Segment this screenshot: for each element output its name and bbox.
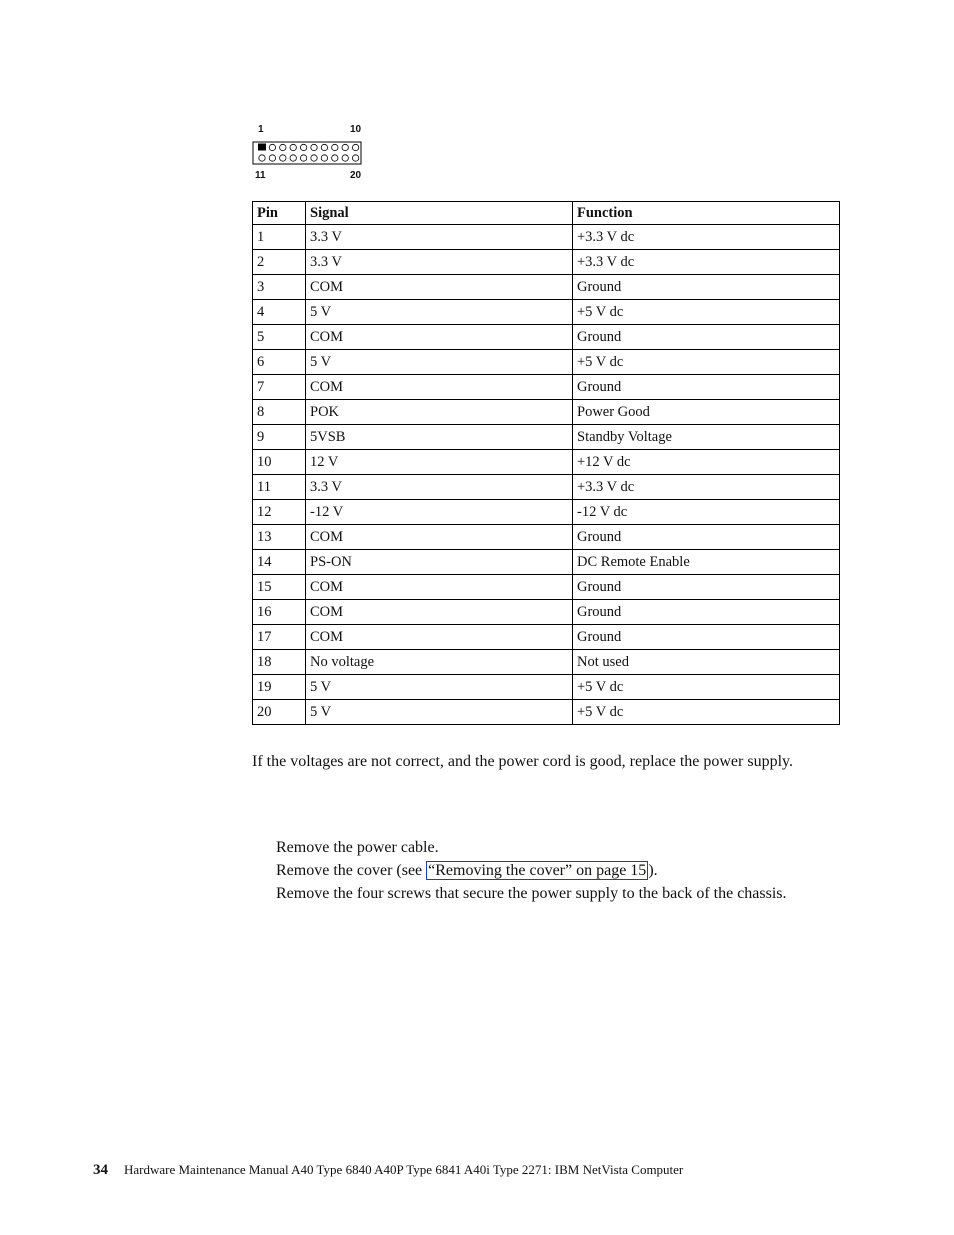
pin-hole (300, 155, 306, 161)
cell-function: +5 V dc (573, 675, 840, 700)
cell-signal: 5 V (306, 675, 573, 700)
cell-function: Ground (573, 375, 840, 400)
voltage-instruction: If the voltages are not correct, and the power cord is good, replace the power supply. (252, 753, 793, 770)
cell-pin: 8 (253, 400, 306, 425)
pin-hole (311, 144, 317, 150)
cell-pin: 11 (253, 475, 306, 500)
cross-reference-link[interactable]: “Removing the cover” on page 15 (428, 862, 647, 879)
table-row (253, 650, 840, 675)
cell-pin: 14 (253, 550, 306, 575)
cell-function: Not used (573, 650, 840, 675)
table-row (253, 475, 840, 500)
cell-function: DC Remote Enable (573, 550, 840, 575)
cell-signal: 12 V (306, 450, 573, 475)
step-3: Remove the four screws that secure the power supply to the back of the chassis. (276, 885, 787, 902)
pin-hole (342, 144, 348, 150)
cell-function: +3.3 V dc (573, 475, 840, 500)
pin-hole (290, 155, 296, 161)
pin-hole (332, 155, 338, 161)
cell-function: +5 V dc (573, 350, 840, 375)
pin-hole (352, 155, 358, 161)
cell-signal: 3.3 V (306, 475, 573, 500)
table-row (253, 500, 840, 525)
cell-pin: 19 (253, 675, 306, 700)
cell-pin: 20 (253, 700, 306, 725)
cell-pin: 10 (253, 450, 306, 475)
cell-pin: 9 (253, 425, 306, 450)
table-row (253, 350, 840, 375)
cell-signal: COM (306, 575, 573, 600)
table-row (253, 625, 840, 650)
cell-pin: 16 (253, 600, 306, 625)
cell-pin: 5 (253, 325, 306, 350)
cell-function: Ground (573, 600, 840, 625)
cell-pin: 17 (253, 625, 306, 650)
pin-hole (332, 144, 338, 150)
table-row (253, 225, 840, 250)
cell-pin: 6 (253, 350, 306, 375)
cell-signal: No voltage (306, 650, 573, 675)
table-row (253, 575, 840, 600)
table-row (253, 250, 840, 275)
table-row (253, 550, 840, 575)
table-header-row (253, 202, 840, 225)
pin-hole (269, 155, 275, 161)
cell-pin: 4 (253, 300, 306, 325)
cell-signal: PS-ON (306, 550, 573, 575)
cell-function: +5 V dc (573, 700, 840, 725)
table-row (253, 700, 840, 725)
header-function: Function (573, 202, 840, 225)
cell-signal: 3.3 V (306, 225, 573, 250)
cell-function: Ground (573, 325, 840, 350)
footer-title: Hardware Maintenance Manual A40 Type 6840 A40P Type 6841 A40i Type 2271: IBM NetVista Computer (124, 1162, 684, 1177)
table-row (253, 450, 840, 475)
cell-signal: 5VSB (306, 425, 573, 450)
removal-steps (276, 838, 816, 907)
cell-signal: 5 V (306, 350, 573, 375)
step-2-suffix: ). (648, 862, 658, 879)
power-connector-diagram (252, 124, 364, 184)
cell-signal: -12 V (306, 500, 573, 525)
pin-hole (259, 155, 265, 161)
step-1: Remove the power cable. (276, 839, 439, 856)
cell-signal: 3.3 V (306, 250, 573, 275)
pin-hole (280, 155, 286, 161)
table-row (253, 300, 840, 325)
cell-signal: 5 V (306, 700, 573, 725)
cell-function: Ground (573, 525, 840, 550)
pin-hole (300, 144, 306, 150)
cell-pin: 3 (253, 275, 306, 300)
pin-hole (311, 155, 317, 161)
pin-hole (290, 144, 296, 150)
cell-pin: 15 (253, 575, 306, 600)
cell-pin: 12 (253, 500, 306, 525)
pin-label-10: 10 (350, 124, 362, 135)
cell-function: Standby Voltage (573, 425, 840, 450)
cell-signal: COM (306, 625, 573, 650)
cell-function: -12 V dc (573, 500, 840, 525)
pin-signal-table (252, 201, 840, 725)
cell-function: +3.3 V dc (573, 250, 840, 275)
header-pin: Pin (253, 202, 306, 225)
table-row (253, 675, 840, 700)
cell-signal: COM (306, 600, 573, 625)
cell-signal: 5 V (306, 300, 573, 325)
cell-pin: 7 (253, 375, 306, 400)
table-row (253, 600, 840, 625)
cell-function: Ground (573, 575, 840, 600)
cell-function: Ground (573, 625, 840, 650)
table-row (253, 400, 840, 425)
pin-hole (352, 144, 358, 150)
cell-function: +3.3 V dc (573, 225, 840, 250)
table-row (253, 375, 840, 400)
pin-hole (321, 144, 327, 150)
cell-pin: 18 (253, 650, 306, 675)
cell-pin: 2 (253, 250, 306, 275)
cell-signal: POK (306, 400, 573, 425)
table-row (253, 525, 840, 550)
table-row (253, 325, 840, 350)
header-signal: Signal (306, 202, 573, 225)
pin-hole (280, 144, 286, 150)
page-footer (93, 1162, 683, 1179)
cell-signal: COM (306, 325, 573, 350)
table-row (253, 275, 840, 300)
step-2 (276, 861, 816, 880)
table-row (253, 425, 840, 450)
step-2-prefix: Remove the cover (see (276, 862, 427, 879)
cell-pin: 13 (253, 525, 306, 550)
cell-signal: COM (306, 525, 573, 550)
cell-function: +5 V dc (573, 300, 840, 325)
cell-function: Power Good (573, 400, 840, 425)
cell-function: Ground (573, 275, 840, 300)
cell-pin: 1 (253, 225, 306, 250)
pin-label-20: 20 (350, 170, 362, 181)
page-number: 34 (93, 1162, 108, 1178)
pin-1-square (258, 144, 266, 151)
cell-function: +12 V dc (573, 450, 840, 475)
pin-hole (321, 155, 327, 161)
pin-label-1: 1 (258, 124, 264, 135)
cell-signal: COM (306, 375, 573, 400)
connector-illustration (252, 124, 364, 184)
cell-signal: COM (306, 275, 573, 300)
pin-hole (342, 155, 348, 161)
pin-hole (269, 144, 275, 150)
pin-label-11: 11 (255, 170, 266, 181)
